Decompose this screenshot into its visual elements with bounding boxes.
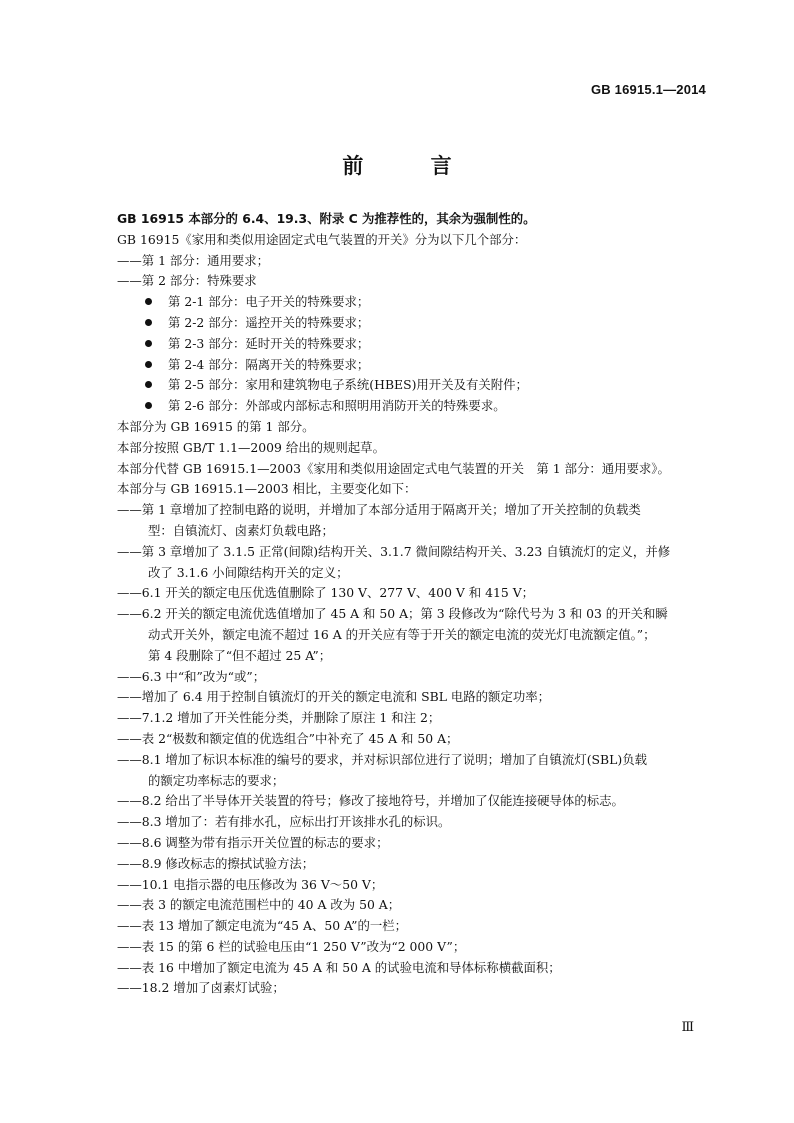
line-text: 第 2-5 部分：家用和建筑物电子系统(HBES)用开关及有关附件； bbox=[168, 377, 528, 393]
text-line bbox=[117, 978, 707, 999]
line-text: ——表 15 的第 6 栏的试验电压由“1 250 V”改为“2 000 V”； bbox=[117, 938, 466, 954]
document-body bbox=[117, 209, 707, 999]
line-text: 第 2-6 部分：外部或内部标志和照明用消防开关的特殊要求。 bbox=[168, 398, 506, 414]
line-text: ——表 13 增加了额定电流为“45 A、50 A”的一栏； bbox=[117, 918, 408, 934]
line-text: 本部分与 GB 16915.1—2003 相比，主要变化如下： bbox=[117, 481, 417, 497]
line-text: 本部分代替 GB 16915.1—2003《家用和类似用途固定式电气装置的开关 第 1 部分：通用要求》。 bbox=[117, 460, 670, 476]
text-line bbox=[117, 771, 707, 792]
text-line bbox=[117, 646, 707, 667]
line-text: 本部分为 GB 16915 的第 1 部分。 bbox=[117, 418, 315, 434]
bullet-dot-icon bbox=[145, 361, 152, 368]
line-text: ——第 2 部分：特殊要求 bbox=[117, 273, 257, 289]
text-line bbox=[117, 708, 707, 729]
line-text: GB 16915《家用和类似用途固定式电气装置的开关》分为以下几个部分： bbox=[117, 231, 527, 247]
line-text: ——6.3 中“和”改为“或”； bbox=[117, 668, 266, 684]
line-text: ——第 1 部分：通用要求； bbox=[117, 252, 270, 268]
text-line bbox=[117, 583, 707, 604]
text-line bbox=[117, 791, 707, 812]
line-text: ——7.1.2 增加了开关性能分类，并删除了原注 1 和注 2； bbox=[117, 710, 441, 726]
text-line bbox=[117, 604, 707, 625]
line-text: ——8.2 给出了半导体开关装置的符号；修改了接地符号，并增加了仅能连接硬导体的标志。 bbox=[117, 793, 624, 809]
bullet-dot-icon bbox=[145, 381, 152, 388]
bullet-item bbox=[117, 375, 707, 396]
text-line bbox=[117, 895, 707, 916]
line-text: 的额定功率标志的要求； bbox=[148, 772, 285, 788]
line-text: ——10.1 电指示器的电压修改为 36 V～50 V； bbox=[117, 876, 384, 892]
bullet-dot-icon bbox=[145, 402, 152, 409]
text-line bbox=[117, 958, 707, 979]
line-text: 型：自镇流灯、卤素灯负载电路； bbox=[148, 522, 334, 538]
text-line bbox=[117, 875, 707, 896]
text-line bbox=[117, 459, 707, 480]
line-text: 第 2-4 部分：隔离开关的特殊要求； bbox=[168, 356, 370, 372]
line-text: 第 2-1 部分：电子开关的特殊要求； bbox=[168, 294, 370, 310]
line-text: ——18.2 增加了卤素灯试验； bbox=[117, 980, 285, 996]
text-line bbox=[117, 438, 707, 459]
text-line bbox=[117, 625, 707, 646]
text-line bbox=[117, 500, 707, 521]
text-line bbox=[117, 479, 707, 500]
bullet-dot-icon bbox=[145, 298, 152, 305]
bullet-dot-icon bbox=[145, 319, 152, 326]
text-line bbox=[117, 209, 707, 230]
line-text: 本部分按照 GB/T 1.1—2009 给出的规则起草。 bbox=[117, 439, 385, 455]
text-line bbox=[117, 271, 707, 292]
text-line bbox=[117, 729, 707, 750]
line-text: GB 16915 本部分的 6.4、19.3、附录 C 为推荐性的，其余为强制性的。 bbox=[117, 211, 536, 226]
line-text: ——6.2 开关的额定电流优选值增加了 45 A 和 50 A；第 3 段修改为“除代号为 3 和 03 的开关和瞬 bbox=[117, 606, 668, 622]
line-text: ——8.6 调整为带有指示开关位置的标志的要求； bbox=[117, 834, 389, 850]
page-number: Ⅲ bbox=[681, 1020, 694, 1035]
bullet-item bbox=[117, 355, 707, 376]
text-line bbox=[117, 750, 707, 771]
line-text: ——8.9 修改标志的擦拭试验方法； bbox=[117, 855, 315, 871]
line-text: ——表 3 的额定电流范围栏中的 40 A 改为 50 A； bbox=[117, 897, 401, 913]
page-title: 前 言 bbox=[342, 154, 482, 178]
line-text: 动式开关外，额定电流不超过 16 A 的开关应有等于开关的额定电流的荧光灯电流额定值。”； bbox=[148, 626, 656, 642]
line-text: 第 2-3 部分：延时开关的特殊要求； bbox=[168, 335, 370, 351]
text-line bbox=[117, 833, 707, 854]
text-line bbox=[117, 542, 707, 563]
text-line bbox=[117, 521, 707, 542]
text-line bbox=[117, 667, 707, 688]
text-line bbox=[117, 937, 707, 958]
line-text: ——表 2“极数和额定值的优选组合”中补充了 45 A 和 50 A； bbox=[117, 730, 459, 746]
bullet-item bbox=[117, 334, 707, 355]
line-text: ——第 1 章增加了控制电路的说明，并增加了本部分适用于隔离开关；增加了开关控制的负载类 bbox=[117, 502, 641, 518]
bullet-item bbox=[117, 292, 707, 313]
line-text: 改了 3.1.6 小间隙结构开关的定义； bbox=[148, 564, 349, 580]
bullet-dot-icon bbox=[145, 340, 152, 347]
line-text: ——6.1 开关的额定电压优选值删除了 130 V、277 V、400 V 和 415 V； bbox=[117, 585, 535, 601]
text-line bbox=[117, 417, 707, 438]
text-line bbox=[117, 563, 707, 584]
line-text: ——8.1 增加了标识本标准的编号的要求，并对标识部位进行了说明；增加了自镇流灯(SBL)负载 bbox=[117, 751, 647, 767]
text-line bbox=[117, 812, 707, 833]
text-line bbox=[117, 687, 707, 708]
line-text: 第 4 段删除了“但不超过 25 A”； bbox=[148, 647, 332, 663]
bullet-item bbox=[117, 396, 707, 417]
line-text: ——增加了 6.4 用于控制自镇流灯的开关的额定电流和 SBL 电路的额定功率； bbox=[117, 689, 550, 705]
line-text: ——表 16 中增加了额定电流为 45 A 和 50 A 的试验电流和导体标称横截面积； bbox=[117, 959, 561, 975]
line-text: 第 2-2 部分：遥控开关的特殊要求； bbox=[168, 314, 370, 330]
text-line bbox=[117, 251, 707, 272]
bullet-item bbox=[117, 313, 707, 334]
standard-code: GB 16915.1—2014 bbox=[590, 82, 706, 97]
text-line bbox=[117, 854, 707, 875]
line-text: ——第 3 章增加了 3.1.5 正常(间隙)结构开关、3.1.7 微间隙结构开关、3.23 自镇流灯的定义，并修 bbox=[117, 543, 671, 559]
text-line bbox=[117, 916, 707, 937]
line-text: ——8.3 增加了：若有排水孔，应标出打开该排水孔的标识。 bbox=[117, 814, 451, 830]
text-line bbox=[117, 230, 707, 251]
